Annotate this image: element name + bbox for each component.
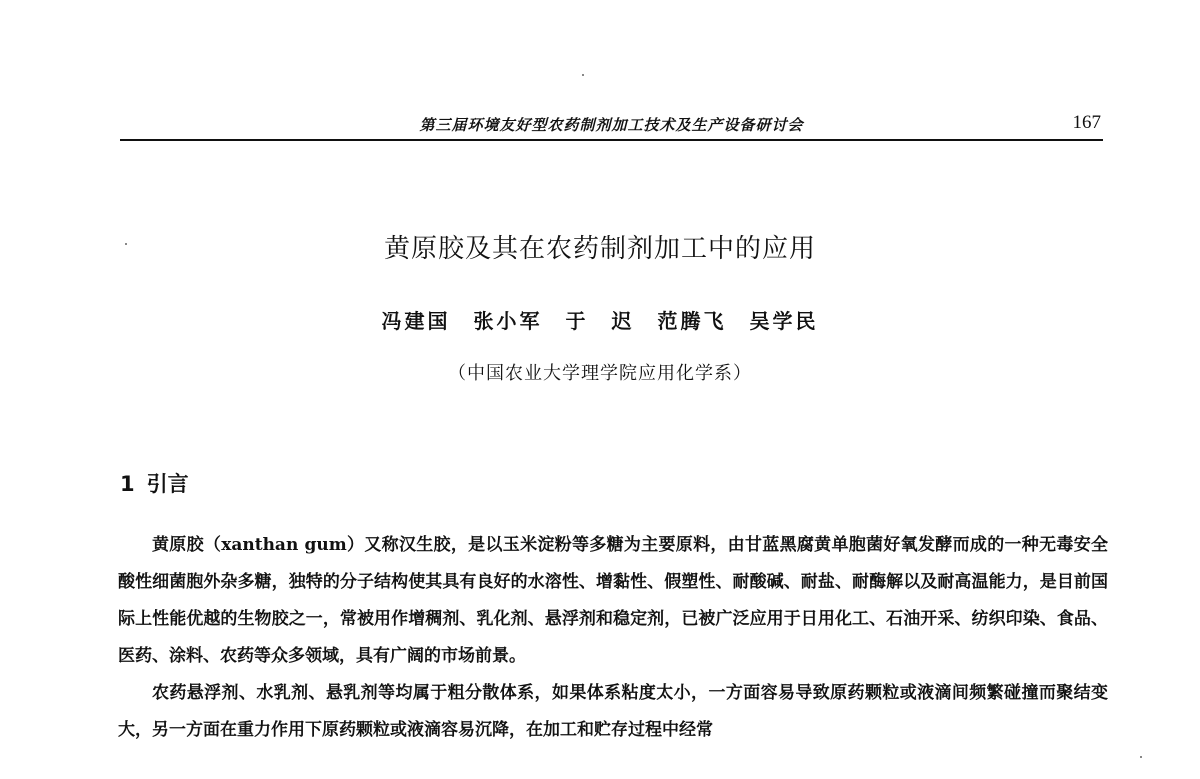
section-number: 1 — [120, 472, 135, 496]
page-number: 167 — [1072, 112, 1101, 133]
scan-speck — [125, 243, 127, 245]
paper-title: 黄原胶及其在农药制剂加工中的应用 — [383, 234, 816, 264]
section-title: 引言 — [146, 472, 189, 496]
scan-speck — [582, 74, 584, 76]
scan-speck — [1140, 756, 1142, 758]
header-divider — [120, 139, 1103, 141]
running-header — [120, 112, 1103, 142]
author-list: 冯建国 张小军 于 迟 范腾飞 吴学民 — [381, 309, 819, 333]
paragraph: 农药悬浮剂、水乳剂、悬乳剂等均属于粗分散体系，如果体系粘度太小，一方面容易导致原药颗粒或液滴间频繁碰撞而聚结变大，另一方面在重力作用下原药颗粒或液滴容易沉降，在加工和贮存过程中经常 — [118, 683, 1108, 740]
paragraph: 黄原胶（xanthan gum）又称汉生胶，是以玉米淀粉等多糖为主要原料，由甘蓝黑腐黄单胞菌好氧发酵而成的一种无毒安全酸性细菌胞外杂多糖，独特的分子结构使其具有良好的水溶性、增黏性、假塑性、耐酸碱、耐盐、耐酶解以及耐高温能力，是目前国际上性能优越的生物胶之一，常被用作增稠剂、乳化剂、悬浮剂和稳定剂，已被广泛应用于日用化工、石油开采、纺织印染、食品、医药、涂料、农药等众多领域，具有广阔的市场前景。 — [118, 535, 1108, 666]
running-header-title: 第三届环境友好型农药制剂加工技术及生产设备研讨会 — [419, 116, 804, 134]
author-affiliation: （中国农业大学理学院应用化学系） — [448, 363, 752, 384]
body-text — [118, 527, 1108, 749]
section-heading — [120, 468, 189, 498]
